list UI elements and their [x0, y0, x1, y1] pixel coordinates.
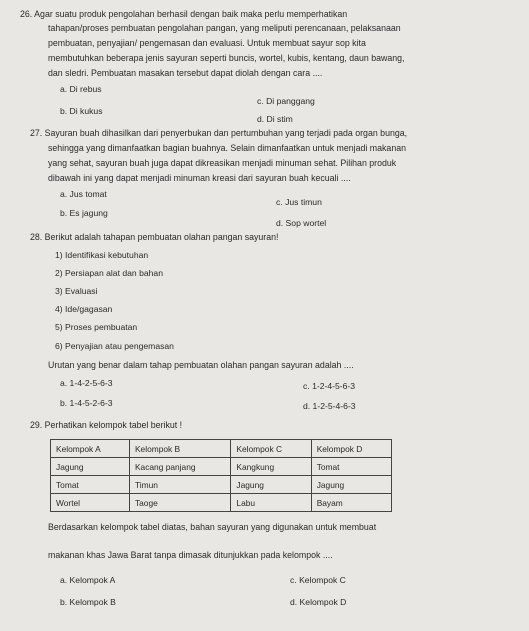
- q26-option-d: d. Di stim: [257, 114, 293, 124]
- q29-option-a: a. Kelompok A: [60, 575, 116, 585]
- q28-step-6: 6) Penyajian atau pengemasan: [55, 341, 174, 351]
- q29-line-2: makanan khas Jawa Barat tanpa dimasak ditunjukkan pada kelompok ....: [48, 550, 333, 560]
- table-header-cell: Kelompok A: [51, 440, 130, 458]
- q26-line-3: pembuatan, penyajian/ pengemasan dan evaluasi. Untuk membuat sayur sop kita: [48, 38, 366, 48]
- table-cell: Timun: [129, 476, 230, 494]
- q28-option-d: d. 1-2-5-4-6-3: [303, 401, 356, 411]
- table-row: [51, 494, 392, 512]
- q27-line-1: 27. Sayuran buah dihasilkan dari penyerbukan dan pertumbuhan yang terjadi pada organ bunga,: [30, 128, 408, 138]
- q27-line-3: yang sehat, sayuran buah juga dapat dikreasikan menjadi minuman sehat. Pilihan produk: [48, 158, 397, 168]
- q27-option-a: a. Jus tomat: [60, 189, 107, 199]
- q27-option-c: c. Jus timun: [276, 197, 322, 207]
- q28-option-b: b. 1-4-5-2-6-3: [60, 398, 113, 408]
- q27-option-b: b. Es jagung: [60, 208, 108, 218]
- table-cell: Kangkung: [231, 458, 311, 476]
- q28-step-2: 2) Persiapan alat dan bahan: [55, 268, 163, 278]
- table-cell: Taoge: [129, 494, 230, 512]
- q27-line-4: dibawah ini yang dapat menjadi minuman kreasi dari sayuran buah kecuali ....: [48, 173, 351, 183]
- table-cell: Wortel: [51, 494, 130, 512]
- q26-line-5: dan sledri. Pembuatan masakan tersebut dapat diolah dengan cara ....: [48, 68, 323, 78]
- q26-option-c: c. Di panggang: [257, 96, 315, 106]
- q28-step-5: 5) Proses pembuatan: [55, 322, 138, 332]
- q26-option-b: b. Di kukus: [60, 106, 103, 116]
- q28-question: Urutan yang benar dalam tahap pembuatan olahan pangan sayuran adalah ....: [48, 360, 354, 370]
- table-header-cell: Kelompok B: [129, 440, 230, 458]
- table-header-row: [51, 440, 392, 458]
- table-cell: Jagung: [231, 476, 311, 494]
- q28-title: 28. Berikut adalah tahapan pembuatan olahan pangan sayuran!: [30, 232, 279, 242]
- q28-option-c: c. 1-2-4-5-6-3: [303, 381, 356, 391]
- table-cell: Jagung: [51, 458, 130, 476]
- table-cell: Tomat: [51, 476, 130, 494]
- q26-line-4: membutuhkan beberapa jenis sayuran seperti buncis, wortel, kubis, kentang, daun bawang,: [48, 53, 405, 63]
- q28-option-a: a. 1-4-2-5-6-3: [60, 378, 113, 388]
- q27-line-2: sehingga yang dimanfaatkan bagian buahnya. Selain dimanfaatkan untuk menjadi makanan: [48, 143, 406, 153]
- table-row: [51, 458, 392, 476]
- table-cell: Bayam: [311, 494, 391, 512]
- q26-line-1: 26. Agar suatu produk pengolahan berhasil dengan baik maka perlu memperhatikan: [20, 9, 348, 19]
- q27-option-d: d. Sop wortel: [276, 218, 327, 228]
- q28-step-4: 4) Ide/gagasan: [55, 304, 113, 314]
- q26-line-2: tahapan/proses pembuatan pengolahan pangan, yang meliputi perencanaan, pelaksanaan: [48, 23, 401, 33]
- q29-option-c: c. Kelompok C: [290, 575, 346, 585]
- q29-option-d: d. Kelompok D: [290, 597, 347, 607]
- table-cell: Labu: [231, 494, 311, 512]
- q29-option-b: b. Kelompok B: [60, 597, 116, 607]
- table-cell: Tomat: [311, 458, 391, 476]
- q29-line-1: Berdasarkan kelompok tabel diatas, bahan sayuran yang digunakan untuk membuat: [48, 522, 377, 532]
- table-row: [51, 476, 392, 494]
- vegetable-group-table: [50, 439, 392, 512]
- table-cell: Kacang panjang: [129, 458, 230, 476]
- q28-step-1: 1) Identifikasi kebutuhan: [55, 250, 149, 260]
- table-header-cell: Kelompok D: [311, 440, 391, 458]
- q29-title: 29. Perhatikan kelompok tabel berikut !: [30, 420, 183, 430]
- q26-option-a: a. Di rebus: [60, 84, 102, 94]
- table-cell: Jagung: [311, 476, 391, 494]
- table-header-cell: Kelompok C: [231, 440, 311, 458]
- q28-step-3: 3) Evaluasi: [55, 286, 98, 296]
